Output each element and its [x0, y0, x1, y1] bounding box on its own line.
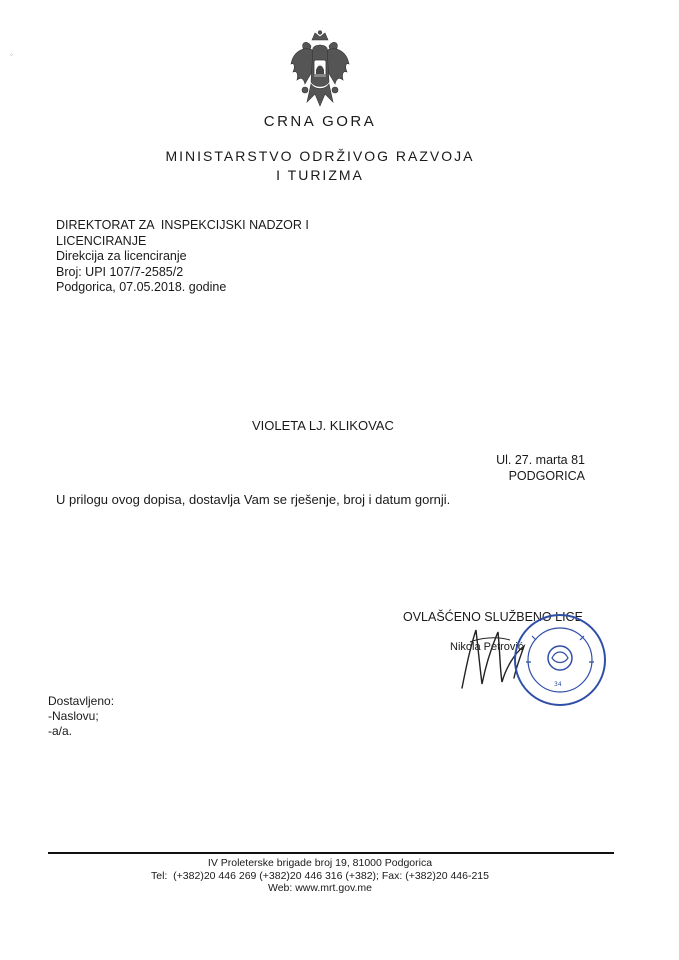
footer — [0, 857, 640, 895]
ministry-line-1: MINISTARSTVO ODRŽIVOG RAZVOJA — [165, 148, 475, 164]
ministry-line-2: I TURIZMA — [276, 167, 364, 183]
signatory-title: OVLAŠĆENO SLUŽBENO LICE — [403, 610, 583, 624]
footer-address: IV Proleterske brigade broj 19, 81000 Podgorica — [207, 857, 433, 869]
footer-divider — [48, 852, 614, 854]
sender-block — [56, 218, 309, 296]
ministry-name — [0, 147, 640, 185]
place-date: Podgorica, 07.05.2018. godine — [56, 280, 227, 294]
footer-web: Web: www.mrt.gov.me — [267, 882, 373, 894]
recipient-city: PODGORICA — [508, 469, 585, 483]
official-stamp-icon — [512, 612, 608, 708]
delivery-item: -Naslovu; — [48, 709, 99, 723]
department: Direkcija za licenciranje — [56, 249, 187, 263]
recipient-street: Ul. 27. marta 81 — [496, 453, 585, 467]
letter-body: U prilogu ovog dopisa, dostavlja Vam se rješenje, broj i datum gornji. — [56, 492, 451, 507]
signatory-name: Nikola Petrović — [450, 641, 524, 653]
scan-mark: ◦ — [10, 50, 13, 59]
recipient-name: VIOLETA LJ. KLIKOVAC — [252, 418, 394, 433]
footer-phones: Tel: (+382)20 446 269 (+382)20 446 316 (+382); Fax: (+382)20 446-215 — [151, 869, 489, 882]
delivery-list — [48, 694, 114, 739]
delivery-label: Dostavljeno: — [48, 694, 115, 708]
reference-number: Broj: UPI 107/7-2585/2 — [56, 264, 184, 279]
coat-of-arms-icon — [289, 30, 351, 112]
recipient-address — [496, 452, 585, 484]
directorate-line-1: DIREKTORAT ZA INSPEKCIJSKI NADZOR I — [56, 218, 309, 232]
svg-text:34: 34 — [554, 681, 562, 688]
country-name: CRNA GORA — [263, 113, 377, 130]
delivery-item: -a/a. — [48, 724, 73, 738]
directorate-line-2: LICENCIRANJE — [56, 233, 147, 248]
